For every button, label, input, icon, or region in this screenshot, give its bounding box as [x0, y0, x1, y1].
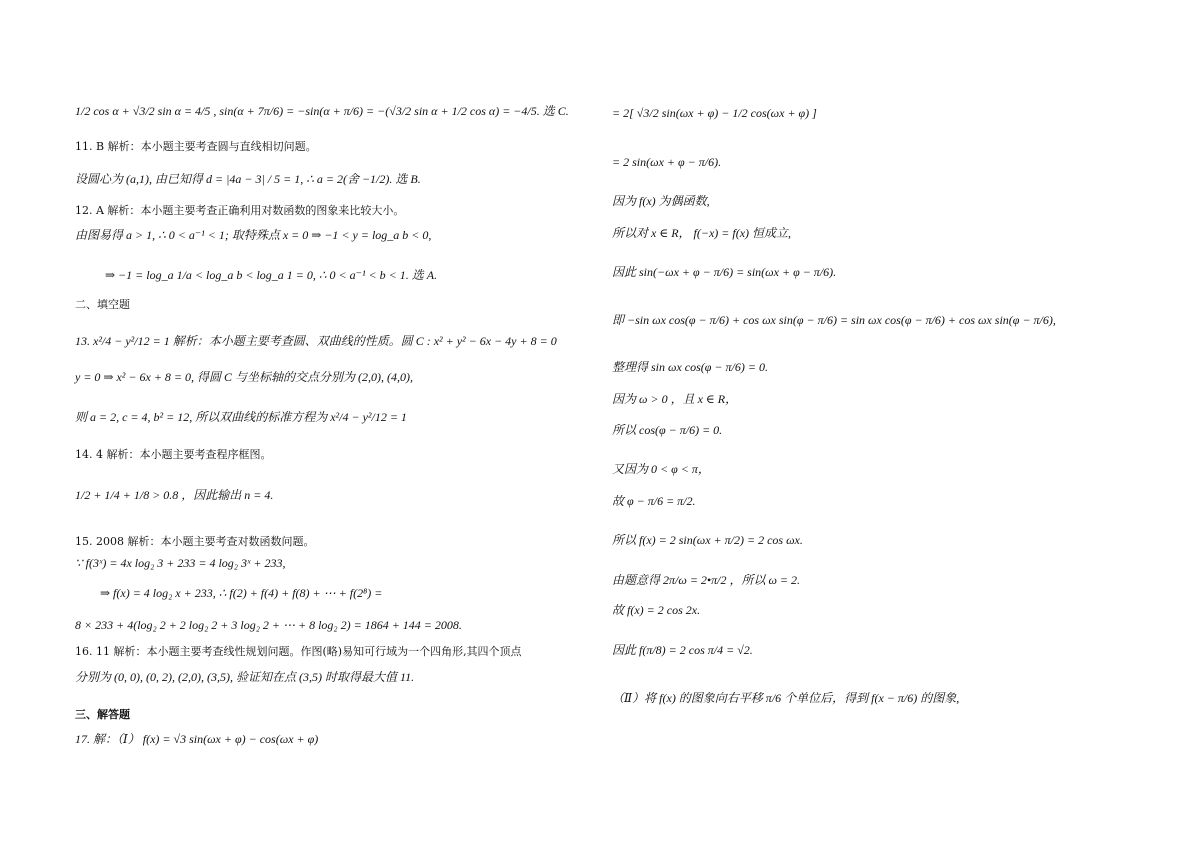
line-r7: 整理得 sin ωx cos(φ − π/6) = 0. — [612, 360, 768, 374]
line-r3: 因为 f(x) 为偶函数, — [612, 194, 710, 208]
line-r5: 因此 sin(−ωx + φ − π/6) = sin(ωx + φ − π/6). — [612, 265, 837, 279]
line-l11: 14. 4 解析：本小题主要考查程序框图。 — [75, 448, 272, 461]
line-l9: y = 0 ⇒ x² − 6x + 8 = 0, 得圆 C 与坐标轴的交点分别为 (2,0), (4,0), — [75, 370, 414, 384]
line-r14: 故 f(x) = 2 cos 2x. — [612, 603, 701, 617]
line-l10: 则 a = 2, c = 4, b² = 12, 所以双曲线的标准方程为 x²/4 − y²/12 = 1 — [75, 410, 407, 424]
line-r8: 因为 ω > 0 ，且 x ∈ R， — [612, 392, 738, 406]
line-l13: 15. 2008 解析：本小题主要考查对数函数问题。 — [75, 535, 315, 548]
line-r13: 由题意得 2π/ω = 2•π/2 ，所以 ω = 2. — [612, 573, 801, 587]
line-r16: （Ⅱ）将 f(x) 的图象向右平移 π/6 个单位后，得到 f(x − π/6) 的图象, — [612, 691, 960, 705]
section-answers: 三、解答题 — [75, 708, 130, 721]
line-l18: 分别为 (0, 0), (0, 2), (2,0), (3,5), 验证知在点 (3,5) 时取得最大值 11. — [75, 670, 415, 684]
line-l3: 设圆心为 (a,1), 由已知得 d = |4a − 3| / 5 = 1, ∴ a = 2(舍 −1/2). 选 B. — [75, 172, 421, 186]
line-l17: 16. 11 解析：本小题主要考查线性规划问题。作图(略)易知可行域为一个四角形,其四个顶点 — [75, 645, 522, 658]
line-l12: 1/2 + 1/4 + 1/8 > 0.8 ，因此输出 n = 4. — [75, 488, 274, 502]
line-r1: = 2[ √3/2 sin(ωx + φ) − 1/2 cos(ωx + φ) ] — [612, 106, 817, 120]
line-r10: 又因为 0 < φ < π， — [612, 462, 710, 476]
line-r4: 所以对 x ∈ R， f(−x) = f(x) 恒成立, — [612, 226, 792, 240]
line-r12: 所以 f(x) = 2 sin(ωx + π/2) = 2 cos ωx. — [612, 533, 803, 547]
line-l20: 17. 解：（Ⅰ） f(x) = √3 sin(ωx + φ) − cos(ωx + φ) — [75, 732, 319, 746]
line-r2: = 2 sin(ωx + φ − π/6). — [612, 155, 722, 169]
line-r15: 因此 f(π/8) = 2 cos π/4 = √2. — [612, 643, 753, 657]
line-r11: 故 φ − π/6 = π/2. — [612, 494, 696, 508]
line-l1: 1/2 cos α + √3/2 sin α = 4/5 , sin(α + 7π/6) = −sin(α + π/6) = −(√3/2 sin α + 1/2 cos α) = −4/5. 选 C. — [75, 104, 569, 118]
line-l6: ⇒ −1 = log_a 1/a < log_a b < log_a 1 = 0, ∴ 0 < a⁻¹ < b < 1. 选 A. — [105, 268, 438, 282]
line-l8: 13. x²/4 − y²/12 = 1 解析：本小题主要考查圆、双曲线的性质。圆 C : x² + y² − 6x − 4y + 8 = 0 — [75, 334, 557, 348]
line-l14: ∵ f(3ˣ) = 4x log₂ 3 + 233 = 4 log₂ 3ˣ + 233, — [75, 556, 286, 570]
line-l2: 11. B 解析：本小题主要考查圆与直线相切问题。 — [75, 140, 317, 153]
line-r6: 即 −sin ωx cos(φ − π/6) + cos ωx sin(φ − π/6) = sin ωx cos(φ − π/6) + cos ωx sin(φ − π/6), — [612, 313, 1056, 327]
line-l5: 由图易得 a > 1, ∴ 0 < a⁻¹ < 1; 取特殊点 x = 0 ⇒ −1 < y = log_a b < 0, — [75, 228, 432, 242]
line-r9: 所以 cos(φ − π/6) = 0. — [612, 423, 723, 437]
line-l15: ⇒ f(x) = 4 log₂ x + 233, ∴ f(2) + f(4) + f(8) + ⋯ + f(2⁸) = — [100, 586, 383, 600]
line-l4: 12. A 解析：本小题主要考查正确利用对数函数的图象来比较大小。 — [75, 204, 405, 217]
section-fill-blank: 二、填空题 — [75, 298, 130, 311]
line-l16: 8 × 233 + 4(log₂ 2 + 2 log₂ 2 + 3 log₂ 2 + ⋯ + 8 log₂ 2) = 1864 + 144 = 2008. — [75, 618, 462, 632]
